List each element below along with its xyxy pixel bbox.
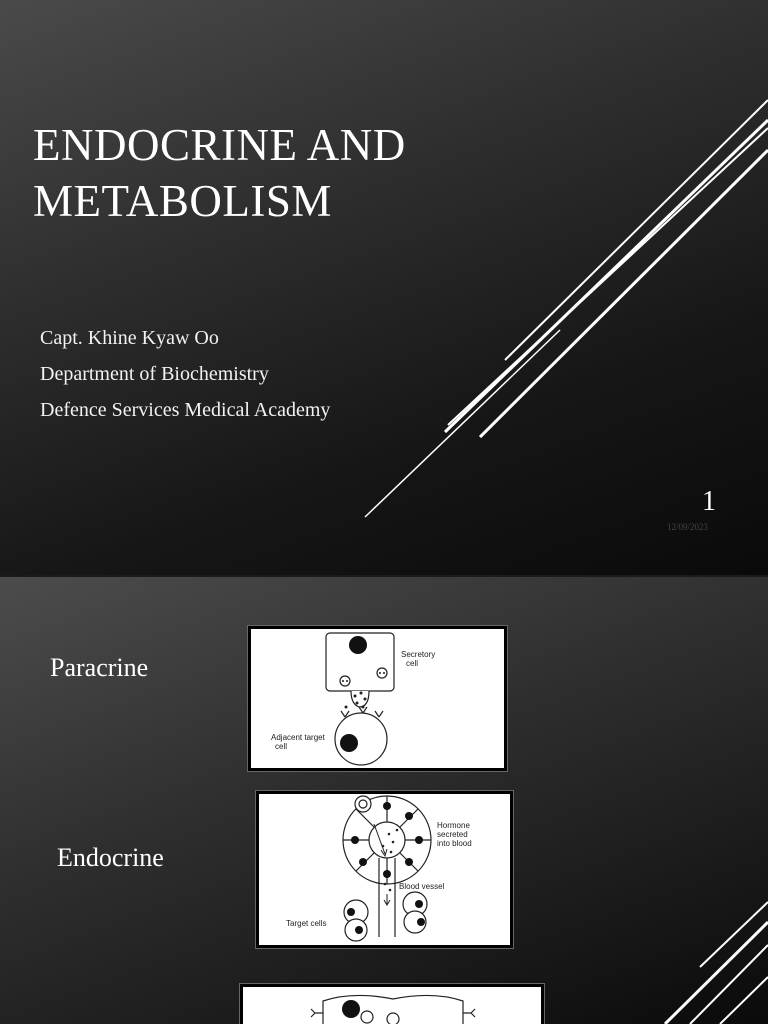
blood-vessel-label: Blood vessel: [399, 882, 445, 891]
paracrine-diagram: [248, 626, 507, 771]
author-name: Capt. Khine Kyaw Oo: [40, 327, 219, 349]
title-line-1: ENDOCRINE AND: [33, 120, 406, 170]
paracrine-label: Paracrine: [50, 653, 149, 682]
endocrine-label: Endocrine: [57, 843, 164, 872]
title-line-2: METABOLISM: [33, 176, 332, 226]
department-name: Department of Biochemistry: [40, 363, 269, 385]
slide-number: 1: [702, 486, 716, 517]
secretory-label-2: cell: [406, 659, 419, 668]
signaling-types-slide: [0, 577, 768, 1024]
hormone-label-1: Hormone: [437, 821, 470, 830]
hormone-label-2: secreted: [437, 830, 468, 839]
slide-date: 12/09/2023: [667, 522, 709, 532]
hormone-label-3: into blood: [437, 839, 472, 848]
institution-name: Defence Services Medical Academy: [40, 399, 331, 421]
target-label-1: Adjacent target: [271, 733, 325, 742]
target-cells-label: Target cells: [286, 919, 327, 928]
target-label-2: cell: [275, 742, 288, 751]
endocrine-diagram: [256, 791, 513, 948]
presentation-title: [33, 117, 406, 229]
third-diagram-partial: [240, 984, 544, 1024]
secretory-label-1: Secretory: [401, 650, 436, 659]
